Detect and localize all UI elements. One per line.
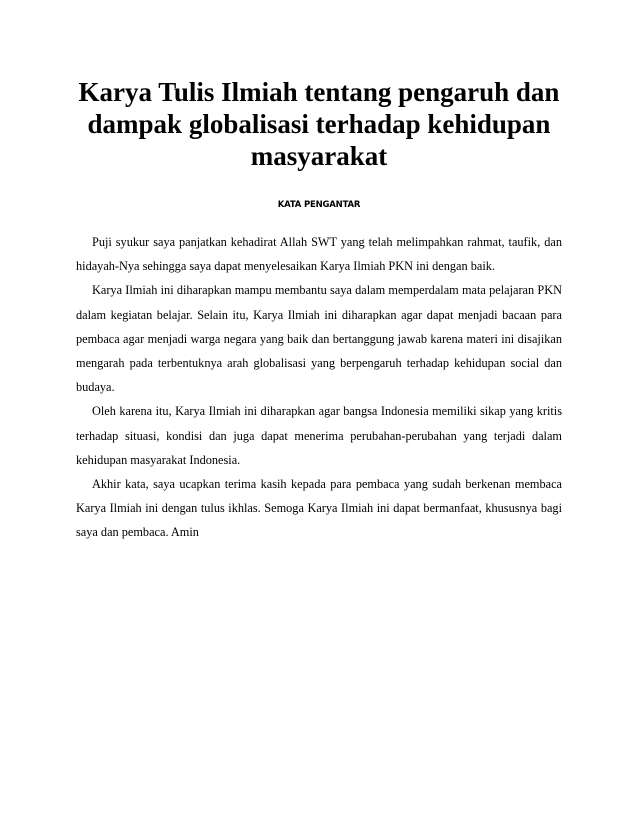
document-title: Karya Tulis Ilmiah tentang pengaruh dan dampak globalisasi terhadap kehidupan masyarakat	[78, 77, 560, 171]
paragraph-2: Karya Ilmiah ini diharapkan mampu membantu saya dalam memperdalam mata pelajaran PKN dalam kegiatan belajar. Selain itu, Karya Ilmiah ini diharapkan agar dapat menjadi bacaan para pembaca agar menjadi warga negara yang baik dan bertanggung jawab karena materi ini disajikan mengarah pada terbentuknya arah globalisasi yang berpengaruh terhadap kehidupan social dan budaya.	[76, 283, 562, 395]
paragraph-1: Puji syukur saya panjatkan kehadirat Allah SWT yang telah melimpahkan rahmat, taufik, dan hidayah-Nya sehingga saya dapat menyelesaikan Karya Ilmiah PKN ini dengan baik.	[76, 235, 562, 274]
document-body	[76, 230, 562, 545]
paragraph-4: Akhir kata, saya ucapkan terima kasih kepada para pembaca yang sudah berkenan membaca Karya Ilmiah ini dengan tulus ikhlas. Semoga Karya Ilmiah ini dapat bermanfaat, khususnya bagi saya dan pembaca. Amin	[76, 477, 562, 540]
section-heading: KATA PENGANTAR	[277, 200, 361, 210]
paragraph-3: Oleh karena itu, Karya Ilmiah ini diharapkan agar bangsa Indonesia memiliki sikap yang kritis terhadap situasi, kondisi dan juga dapat menerima perubahan-perubahan yang terjadi dalam kehidupan masyarakat Indonesia.	[76, 404, 562, 467]
